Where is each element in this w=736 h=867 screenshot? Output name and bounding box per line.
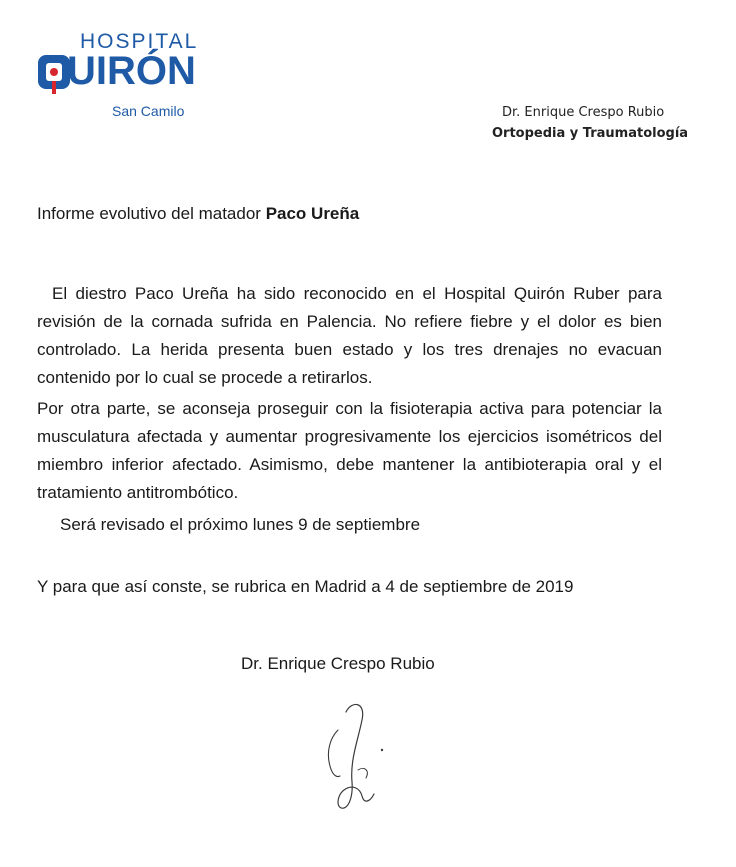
logo-subtitle: San Camilo — [112, 103, 185, 119]
signatory-name: Dr. Enrique Crespo Rubio — [241, 654, 435, 673]
logo-name-text: UIRÓN — [67, 49, 196, 93]
paragraph-1: El diestro Paco Ureña ha sido reconocido en el Hospital Quirón Ruber para revisión de la cornada sufrida en Palencia. No refiere fiebre y el dolor es bien controlado. La herida presenta buen estado y los tres drenajes no evacuan contenido por lo cual se procede a retirarlos. — [37, 284, 662, 387]
closing-line: Y para que así conste, se rubrica en Madrid a 4 de septiembre de 2019 — [37, 577, 574, 596]
header-doctor-name: Dr. Enrique Crespo Rubio — [502, 105, 665, 120]
report-subject — [37, 204, 359, 224]
revision-date-line: Será revisado el próximo lunes 9 de septiembre — [60, 515, 421, 534]
hospital-logo — [36, 30, 206, 125]
subject-patient-name: Paco Ureña — [265, 204, 360, 223]
subject-prefix: Informe evolutivo del matador — [37, 204, 261, 223]
handwritten-signature — [300, 690, 410, 820]
logo-hospital-text: HOSPITAL — [80, 30, 199, 53]
paragraph-2: Por otra parte, se aconseja proseguir con la fisioterapia activa para potenciar la musculatura afectada y aumentar progresivamente los ejercicios isométricos del miembro inferior afectado. Asimismo, debe mantener la antibioterapia oral y el tratamiento antitrombótico. — [37, 399, 662, 502]
header-specialty: Ortopedia y Traumatología — [492, 126, 689, 141]
